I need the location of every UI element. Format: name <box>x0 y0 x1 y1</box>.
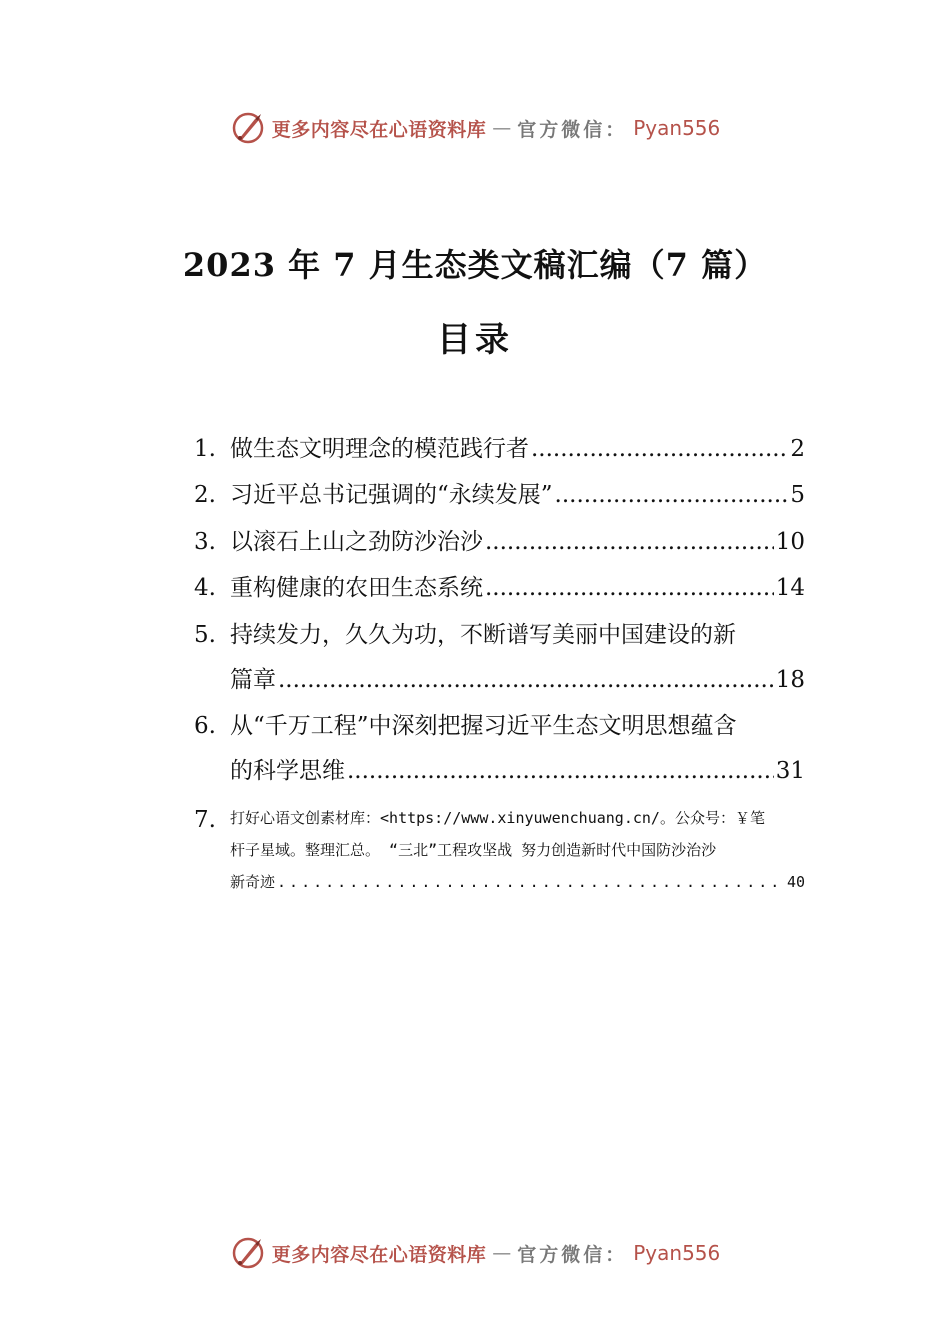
banner-official-label: 官方微信： <box>517 118 628 141</box>
toc-item-1[interactable] <box>194 433 805 465</box>
toc-item-title-continued: 新奇迹 <box>230 873 276 891</box>
toc-item-7[interactable] <box>194 806 805 833</box>
toc-item-title-continued: 篇章 <box>230 667 276 693</box>
toc-item-title: 做生态文明理念的模范践行者 <box>230 436 529 462</box>
toc-item-7-continuation-2[interactable] <box>230 870 805 894</box>
toc-dot-leader <box>485 526 774 558</box>
header-banner <box>0 108 950 148</box>
toc-item-page: 10 <box>775 529 805 555</box>
toc-dot-leader <box>277 870 785 894</box>
toc-item-5[interactable] <box>194 619 805 651</box>
toc-item-page: 14 <box>775 575 805 601</box>
toc-item-6[interactable] <box>194 710 805 742</box>
document-title: 2023 年 7 月生态类文稿汇编（7 篇） <box>182 246 768 284</box>
toc-heading: 目录 <box>437 320 513 360</box>
toc-dot-leader <box>347 755 774 787</box>
banner-dash: — <box>492 1242 512 1264</box>
toc-item-number: 2. <box>194 482 216 508</box>
toc-dot-leader <box>485 572 774 604</box>
toc-item-title: 从“千万工程”中深刻把握习近平生态文明思想蕴含 <box>230 713 737 739</box>
banner-wechat-id: Pyan556 <box>633 1241 721 1265</box>
toc-item-title: 重构健康的农田生态系统 <box>230 575 483 601</box>
toc-item-page: 2 <box>790 436 805 462</box>
toc-item-number: 5. <box>194 622 216 648</box>
toc-item-page: 5 <box>790 482 805 508</box>
banner-main-text: 更多内容尽在心语资料库 <box>271 1243 487 1266</box>
toc-item-number: 4. <box>194 575 216 601</box>
toc-item-number: 1. <box>194 436 216 462</box>
toc-item-7-continuation-1[interactable] <box>230 838 805 862</box>
banner-wechat-id: Pyan556 <box>633 116 721 140</box>
toc-item-5-continuation[interactable] <box>230 664 805 696</box>
toc-item-number: 3. <box>194 529 216 555</box>
toc-item-title: 打好心语文创素材库：<https://www.xinyuwenchuang.cn/。公众号：￥笔 <box>230 809 765 827</box>
banner-official-label: 官方微信： <box>517 1243 628 1266</box>
toc-item-number: 7. <box>194 807 216 833</box>
banner-dash: — <box>492 117 512 139</box>
toc-item-title: 以滚石上山之劲防沙治沙 <box>230 529 483 555</box>
footer-banner <box>0 1233 950 1273</box>
toc-item-page: 31 <box>775 758 805 784</box>
toc-item-title-continued: 的科学思维 <box>230 758 345 784</box>
toc-item-number: 6. <box>194 713 216 739</box>
toc-item-4[interactable] <box>194 572 805 604</box>
toc-dot-leader <box>531 433 788 465</box>
toc-dot-leader <box>278 664 774 696</box>
toc-item-6-continuation[interactable] <box>230 755 805 787</box>
quill-pen-logo-icon <box>230 110 266 146</box>
toc-item-2[interactable] <box>194 479 805 511</box>
toc-item-title: 习近平总书记强调的“永续发展” <box>230 482 553 508</box>
quill-pen-logo-icon <box>230 1235 266 1271</box>
toc-item-title: 持续发力，久久为功，不断谱写美丽中国建设的新 <box>230 622 736 648</box>
toc-item-3[interactable] <box>194 526 805 558</box>
toc-item-page: 40 <box>786 873 805 891</box>
banner-main-text: 更多内容尽在心语资料库 <box>271 118 487 141</box>
toc-item-page: 18 <box>775 667 805 693</box>
toc-item-title-continued: 杆子星域。整理汇总。 “三北”工程攻坚战 努力创造新时代中国防沙治沙 <box>230 841 717 859</box>
toc-dot-leader <box>555 479 789 511</box>
